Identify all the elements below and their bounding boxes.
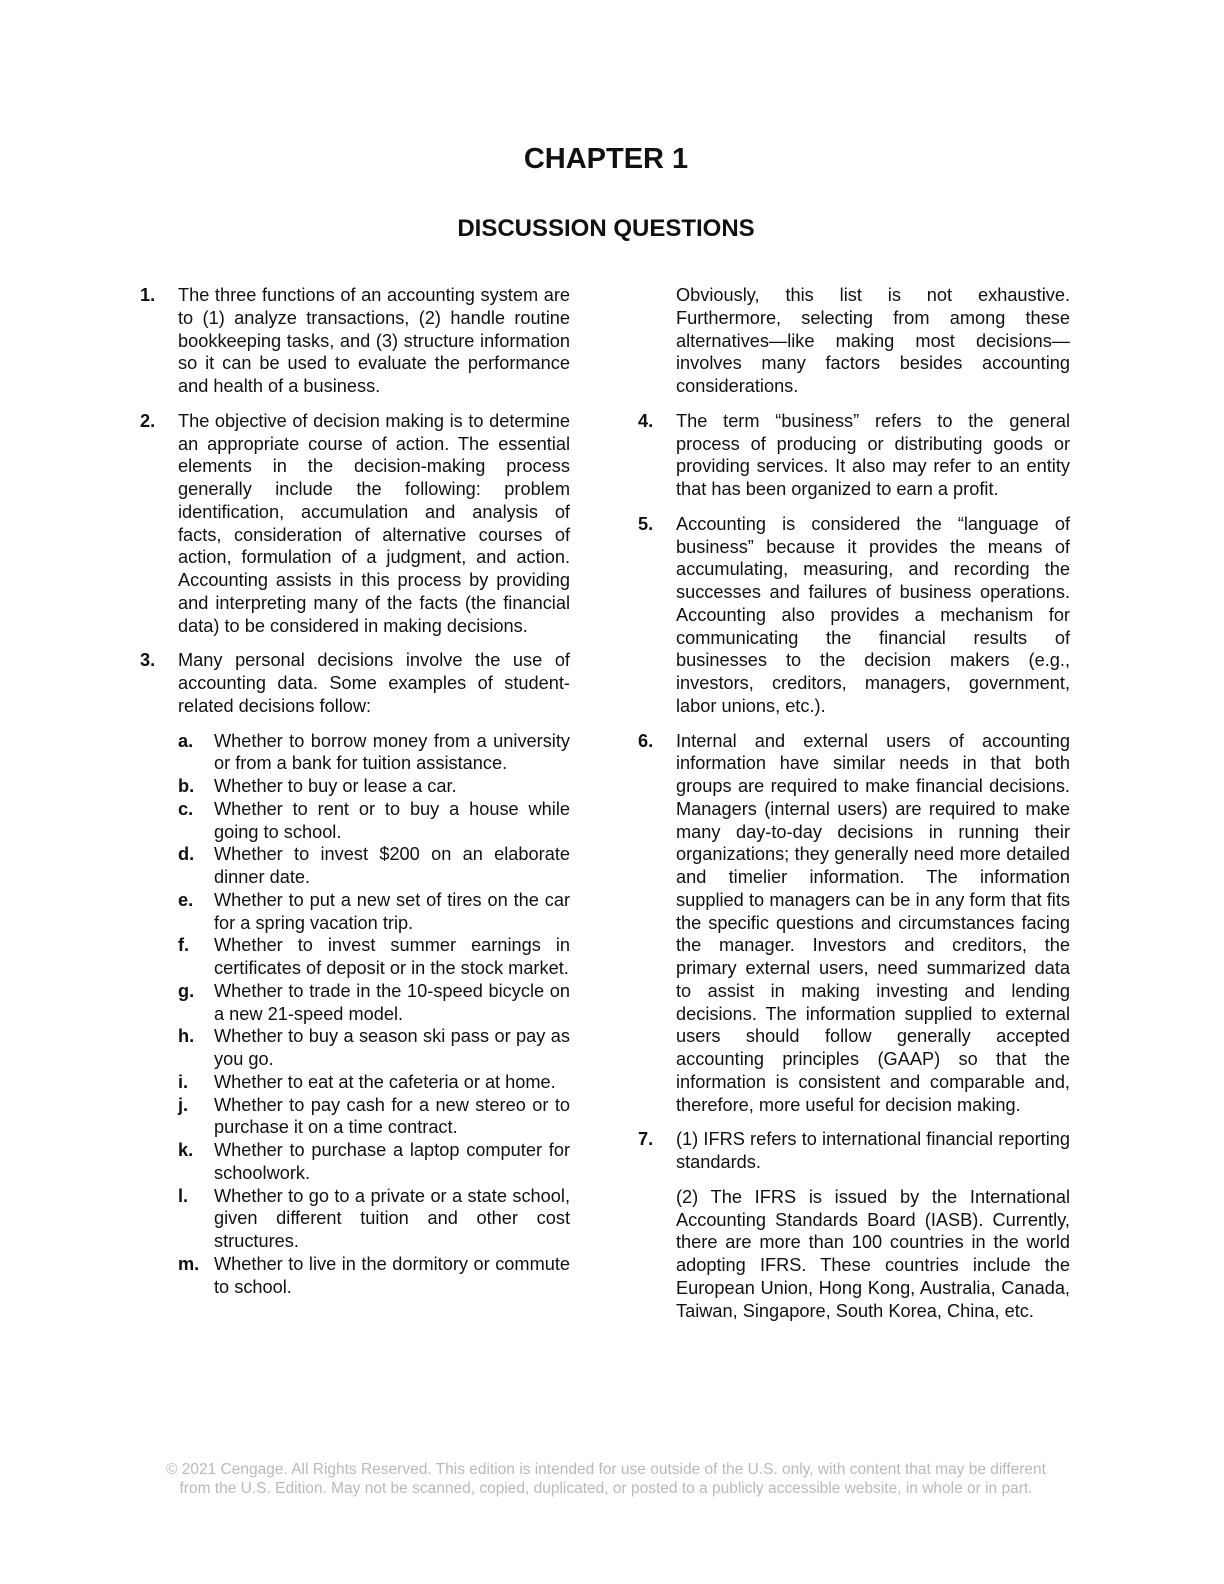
item-text: Whether to invest summer earnings in certificates of deposit or in the stock market. <box>214 935 570 978</box>
list-item <box>178 934 570 980</box>
item-label: b. <box>178 776 195 796</box>
question-3-continuation: Obviously, this list is not exhaustive. Furthermore, selecting from among these alternatives—like making most decisions—involves many factors besides accounting considerations. <box>676 285 1070 396</box>
right-column <box>638 284 1070 1322</box>
question-number: 7. <box>638 1129 654 1150</box>
item-text: Whether to buy a season ski pass or pay as you go. <box>214 1026 570 1069</box>
question-7 <box>638 1128 1070 1174</box>
item-text: Whether to go to a private or a state school, given different tuition and other cost structures. <box>214 1185 570 1251</box>
copyright-footer <box>0 1460 1212 1498</box>
item-text: Whether to trade in the 10-speed bicycle on a new 21-speed model. <box>214 980 570 1024</box>
list-item <box>178 1139 570 1185</box>
item-text: Whether to invest $200 on an elaborate dinner date. <box>214 844 570 887</box>
question-number: 3. <box>140 650 156 671</box>
question-text: (1) IFRS refers to international financial reporting standards. <box>676 1129 1070 1172</box>
item-label: e. <box>178 889 194 910</box>
question-text: The objective of decision making is to determine an appropriate course of action. The essential elements in the decision-making process generally include the following: problem identification, accumulation and analysis of facts, consideration of alternative courses of action, formulation of a judgment, and action. Accounting assists in this process by providing and interpreting many of the facts (the financial data) to be considered in making decisions. <box>178 410 570 636</box>
footer-line-2: from the U.S. Edition. May not be scanned, copied, duplicated, or posted to a publicly accessible website, in whole or in part. <box>179 1480 1033 1497</box>
item-label: g. <box>178 980 195 1001</box>
question-number: 5. <box>638 513 654 534</box>
question-text: The three functions of an accounting system are to (1) analyze transactions, (2) handle routine bookkeeping tasks, and (3) structure information so it can be used to evaluate the performance and health of a business. <box>178 285 570 396</box>
list-item <box>178 1185 570 1253</box>
list-item <box>178 1253 570 1299</box>
section-title: DISCUSSION QUESTIONS <box>457 215 755 242</box>
list-item <box>178 798 570 844</box>
item-label: i. <box>178 1071 189 1092</box>
item-label: a. <box>178 730 194 751</box>
item-label: h. <box>178 1026 195 1047</box>
question-7-part-2: (2) The IFRS is issued by the International Accounting Standards Board (IASB). Currently, there are more than 100 countries in the world adopting IFRS. These countries include the European Union, Hong Kong, Australia, Canada, Taiwan, Singapore, South Korea, China, etc. <box>676 1186 1070 1321</box>
list-item <box>178 843 570 889</box>
list-item <box>178 1025 570 1071</box>
question-4 <box>638 410 1070 501</box>
item-label: f. <box>178 935 190 956</box>
question-number: 1. <box>140 285 156 305</box>
list-item <box>178 889 570 935</box>
item-label: m. <box>178 1253 200 1274</box>
question-number: 4. <box>638 410 654 431</box>
item-text: Whether to buy or lease a car. <box>214 776 457 796</box>
question-number: 6. <box>638 730 654 751</box>
left-column <box>140 284 570 1298</box>
item-text: Whether to pay cash for a new stereo or to purchase it on a time contract. <box>214 1094 570 1138</box>
item-text: Whether to rent or to buy a house while going to school. <box>214 798 570 842</box>
question-number: 2. <box>140 410 156 431</box>
item-label: c. <box>178 798 194 819</box>
list-item <box>178 775 570 798</box>
decision-list <box>140 730 570 1299</box>
question-text: Internal and external users of accounting information have similar needs in that both groups are required to make financial decisions. Managers (internal users) are required to make many day-to-day decisions in running their organizations; they generally need more detailed and timelier information. The information supplied to managers can be in any form that fits the specific questions and circumstances facing the manager. Investors and creditors, the primary external users, need summarized data to assist in making investing and lending decisions. The information supplied to external users should follow generally accepted accounting principles (GAAP) so that the information is consistent and comparable and, therefore, more useful for decision making. <box>676 730 1070 1115</box>
question-text: The term “business” refers to the general process of producing or distributing goods or providing services. It also may refer to an entity that has been organized to earn a profit. <box>676 410 1070 499</box>
list-item <box>178 730 570 776</box>
item-text: Whether to put a new set of tires on the car for a spring vacation trip. <box>214 889 570 933</box>
question-1 <box>140 284 570 398</box>
question-text: Accounting is considered the “language of business” because it provides the means of accumulating, measuring, and recording the successes and failures of business operations. Accounting also provides a mechanism for communicating the financial results of businesses to the decision makers (e.g., investors, creditors, managers, government, labor unions, etc.). <box>676 513 1070 716</box>
item-label: d. <box>178 844 195 865</box>
item-label: j. <box>178 1094 189 1115</box>
question-3 <box>140 649 570 717</box>
chapter-title: CHAPTER 1 <box>523 143 689 175</box>
list-item <box>178 1071 570 1094</box>
question-text: Many personal decisions involve the use of accounting data. Some examples of student-related decisions follow: <box>178 650 570 716</box>
question-2 <box>140 410 570 638</box>
item-text: Whether to borrow money from a university or from a bank for tuition assistance. <box>214 730 570 774</box>
item-label: k. <box>178 1140 194 1160</box>
item-text: Whether to live in the dormitory or commute to school. <box>214 1253 570 1297</box>
item-label: l. <box>178 1185 189 1206</box>
item-text: Whether to eat at the cafeteria or at home. <box>214 1071 556 1092</box>
list-item <box>178 980 570 1026</box>
question-5 <box>638 513 1070 718</box>
item-text: Whether to purchase a laptop computer for schoolwork. <box>214 1140 570 1183</box>
footer-line-1: © 2021 Cengage. All Rights Reserved. This edition is intended for use outside of the U.S. only, with content that may be different <box>166 1461 1046 1478</box>
question-6 <box>638 730 1070 1117</box>
list-item <box>178 1094 570 1140</box>
